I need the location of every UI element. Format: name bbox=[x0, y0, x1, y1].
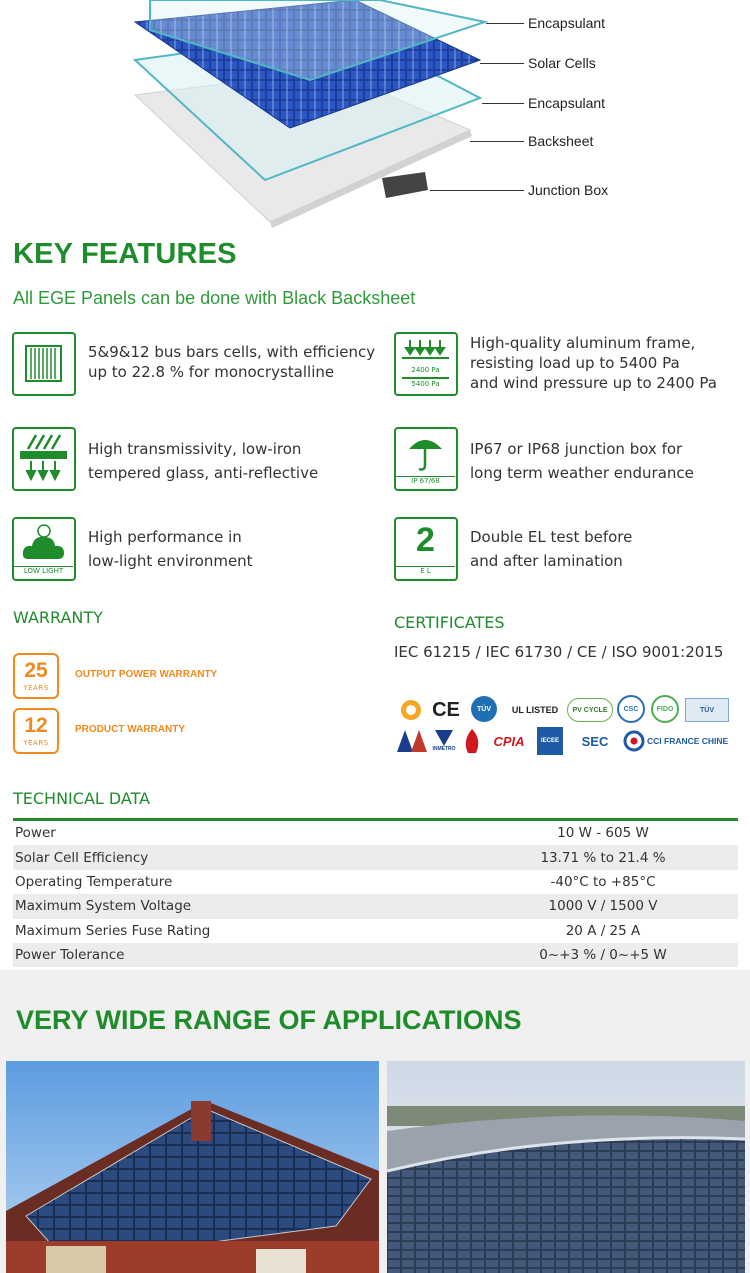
row-name: Operating Temperature bbox=[15, 873, 173, 890]
output-power-warranty-label: OUTPUT POWER WARRANTY bbox=[75, 669, 218, 680]
cci-emblem-icon bbox=[623, 727, 645, 755]
feature-aluminum-frame bbox=[394, 332, 717, 396]
ul-listed-logo: UL LISTED bbox=[511, 705, 559, 715]
panel-layers-illustration bbox=[0, 0, 750, 230]
warranty-title: WARRANTY bbox=[13, 608, 103, 627]
warranty-badge-25 bbox=[13, 653, 59, 699]
iso-mark-logo bbox=[395, 727, 431, 755]
sec-logo: SEC bbox=[581, 733, 609, 749]
table-row bbox=[13, 821, 738, 845]
warranty-unit-12: YEARS bbox=[23, 739, 49, 747]
umbrella-junction-box-icon bbox=[394, 427, 458, 491]
icon-label-el: E L bbox=[396, 566, 455, 575]
layer-label-backsheet: Backsheet bbox=[528, 133, 594, 149]
campus-solar-roof-photo bbox=[387, 1061, 745, 1273]
applications-title: VERY WIDE RANGE OF APPLICATIONS bbox=[16, 1005, 522, 1035]
feature-glass bbox=[12, 427, 318, 491]
feature-double-el-text: Double EL test before and after lamination bbox=[470, 528, 633, 570]
layer-label-solar-cells: Solar Cells bbox=[528, 55, 596, 71]
warranty-years-25: 25 bbox=[24, 659, 48, 682]
busbar-cells-icon bbox=[12, 332, 76, 396]
inmetro-logo bbox=[431, 727, 457, 755]
row-name: Power Tolerance bbox=[15, 947, 125, 964]
certificates-title: CERTIFICATES bbox=[394, 613, 505, 632]
feature-low-light-text: High performance in low-light environment bbox=[88, 528, 253, 570]
feature-junction-box-text: IP67 or IP68 junction box for long term weather endurance bbox=[470, 440, 694, 482]
tuv-logo: TÜV bbox=[471, 696, 497, 722]
certificates-text: IEC 61215 / IEC 61730 / CE / ISO 9001:2015 bbox=[394, 643, 724, 661]
warranty-unit-25: YEARS bbox=[23, 684, 49, 692]
csc-logo: CSC bbox=[617, 695, 645, 723]
aluminum-frame-load-icon bbox=[394, 332, 458, 396]
cpia-logo: CPIA bbox=[493, 733, 525, 749]
table-row bbox=[13, 870, 738, 894]
table-row bbox=[13, 943, 738, 967]
table-row bbox=[13, 919, 738, 943]
row-value: 0~+3 % / 0~+5 W bbox=[539, 947, 667, 964]
row-value: 1000 V / 1500 V bbox=[548, 898, 658, 915]
iecee-logo: IECEE bbox=[537, 727, 563, 755]
row-value: -40°C to +85°C bbox=[550, 873, 656, 890]
technical-data-title: TECHNICAL DATA bbox=[13, 789, 151, 808]
row-value: 10 W - 605 W bbox=[557, 825, 649, 842]
low-light-cloud-icon bbox=[12, 517, 76, 581]
table-row bbox=[13, 894, 738, 918]
tempered-glass-icon bbox=[12, 427, 76, 491]
icon-label-2: 2 bbox=[416, 521, 435, 559]
key-features-title: KEY FEATURES bbox=[13, 238, 237, 270]
icon-label-low-light: LOW LIGHT bbox=[14, 566, 73, 575]
row-value: 13.71 % to 21.4 % bbox=[540, 849, 666, 866]
panel-exploded-diagram bbox=[0, 0, 750, 230]
ce-logo: CE bbox=[432, 698, 460, 721]
feature-aluminum-frame-text: High-quality aluminum frame, resisting load up to 5400 Pa and wind pressure up to 2400 Pa bbox=[470, 334, 717, 392]
tuv-rheinland-logo: TÜV bbox=[685, 698, 729, 722]
pv-cycle-logo: PV CYCLE bbox=[567, 698, 613, 722]
warranty-years-12: 12 bbox=[24, 714, 48, 737]
red-flame-logo bbox=[461, 727, 483, 755]
feature-glass-text: High transmissivity, low-iron tempered glass, anti-reflective bbox=[88, 440, 319, 482]
inmetro-logo-text: INMETRO bbox=[432, 746, 456, 752]
fido-logo: FIDO bbox=[651, 695, 679, 723]
rooftop-house-photo bbox=[6, 1061, 379, 1273]
row-name: Power bbox=[15, 825, 56, 842]
layer-label-encapsulant-top: Encapsulant bbox=[528, 15, 606, 31]
icon-label-ip6768: IP 67/68 bbox=[396, 476, 455, 485]
technical-data-table bbox=[13, 818, 738, 967]
cci-france-chine-logo: CCI FRANCE CHINE bbox=[647, 736, 729, 746]
layer-label-encapsulant-bottom: Encapsulant bbox=[528, 95, 606, 111]
row-name: Maximum Series Fuse Rating bbox=[15, 922, 211, 939]
table-row bbox=[13, 845, 738, 869]
icon-label-5400pa: 5400 Pa bbox=[411, 380, 440, 388]
feature-busbar bbox=[12, 332, 375, 396]
sgs-logo bbox=[395, 695, 427, 725]
feature-double-el bbox=[394, 517, 632, 581]
double-el-test-icon bbox=[394, 517, 458, 581]
row-name: Maximum System Voltage bbox=[15, 898, 192, 915]
product-warranty-label: PRODUCT WARRANTY bbox=[75, 724, 185, 735]
feature-busbar-text: 5&9&12 bus bars cells, with efficiency up to 22.8 % for monocrystalline bbox=[88, 343, 376, 381]
row-value: 20 A / 25 A bbox=[565, 922, 641, 939]
layer-label-junction-box: Junction Box bbox=[528, 182, 609, 198]
key-features-subtitle: All EGE Panels can be done with Black Backsheet bbox=[13, 288, 416, 308]
feature-low-light bbox=[12, 517, 253, 581]
row-name: Solar Cell Efficiency bbox=[15, 849, 149, 866]
icon-label-2400pa: 2400 Pa bbox=[411, 366, 440, 374]
feature-junction-box bbox=[394, 427, 694, 491]
warranty-badge-12 bbox=[13, 708, 59, 754]
